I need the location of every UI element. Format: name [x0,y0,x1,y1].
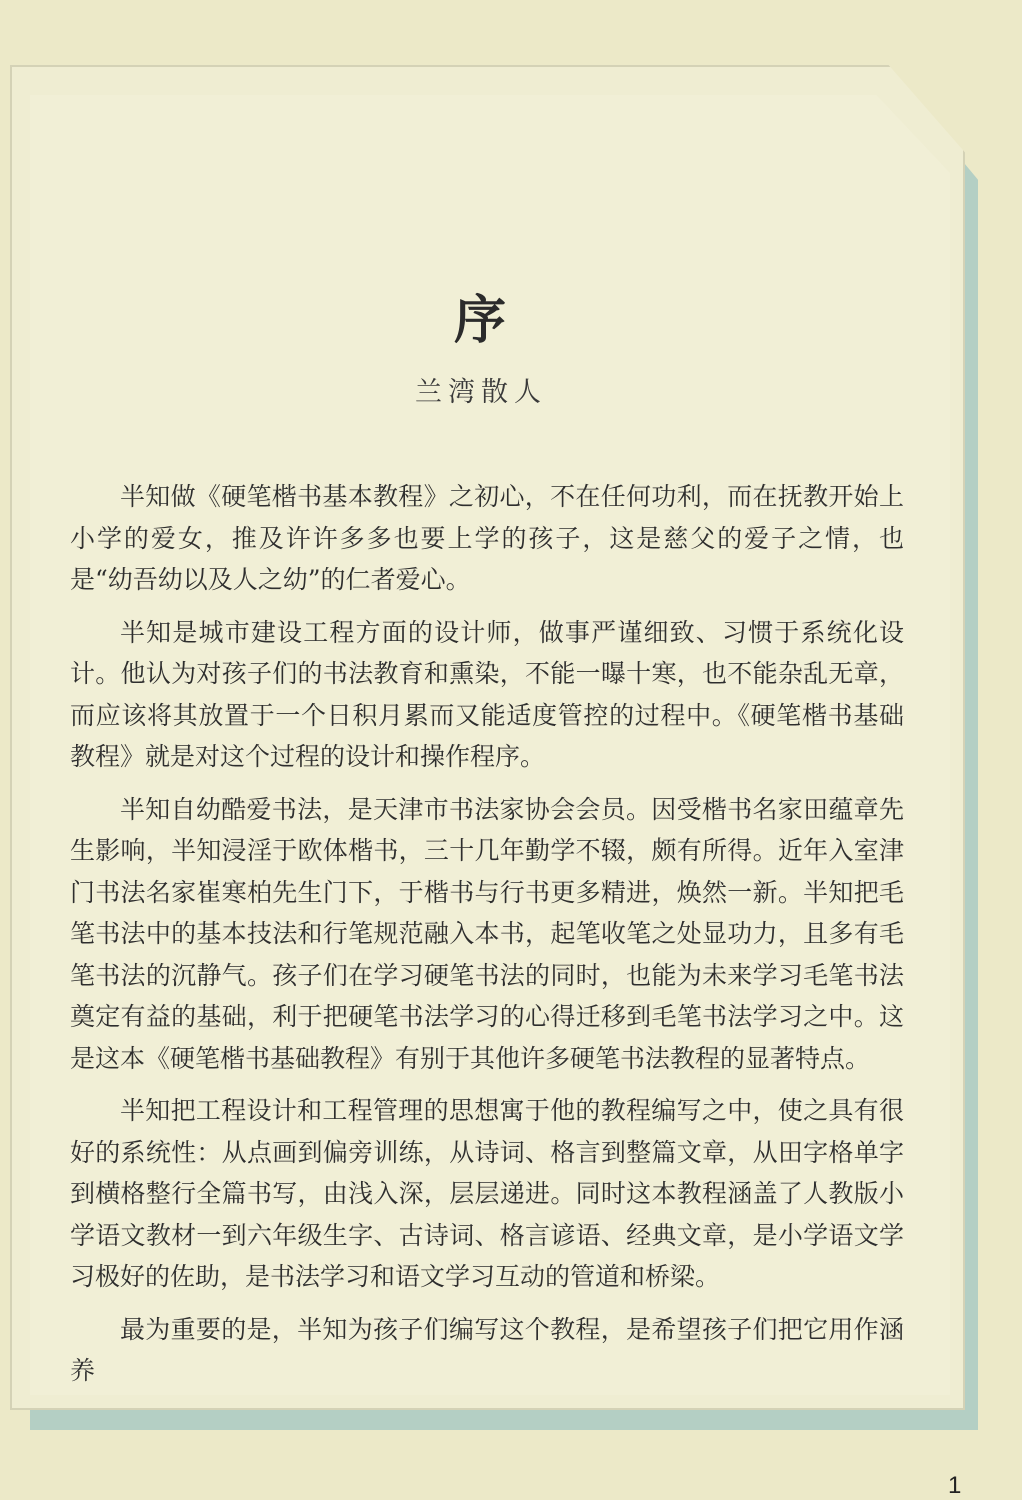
paragraph-1: 半知做《硬笔楷书基本教程》之初心，不在任何功利，而在抚教开始上小学的爱女，推及许许多多也要上学的孩子，这是慈父的爱子之情，也是“幼吾幼以及人之幼”的仁者爱心。 [70,482,904,594]
paragraph-3: 半知自幼酷爱书法，是天津市书法家协会会员。因受楷书名家田蕴章先生影响，半知浸淫于欧体楷书，三十几年勤学不辍，颇有所得。近年入室津门书法名家崔寒柏先生门下，于楷书与行书更多精进，焕然一新。半知把毛笔书法中的基本技法和行笔规范融入本书，起笔收笔之处显功力，且多有毛笔书法的沉静气。孩子们在学习硬笔书法的同时，也能为未来学习毛笔书法奠定有益的基础，利于把硬笔书法学习的心得迁移到毛笔书法学习之中。这是这本《硬笔楷书基础教程》有别于其他许多硬笔书法教程的显著特点。 [70,794,904,1073]
page-number: 1 [948,1472,962,1499]
author-name: 兰湾散人 [415,377,547,408]
paragraph-4: 半知把工程设计和工程管理的思想寓于他的教程编写之中，使之具有很好的系统性：从点画到偏旁训练，从诗词、格言到整篇文章，从田字格单字到横格整行全篇书写，由浅入深，层层递进。同时这本教程涵盖了人教版小学语文教材一到六年级生字、古诗词、格言谚语、经典文章，是小学语文学习极好的佐助，是书法学习和语文学习互动的管道和桥梁。 [70,1096,904,1291]
paragraph-2: 半知是城市建设工程方面的设计师，做事严谨细致、习惯于系统化设计。他认为对孩子们的书法教育和熏染，不能一曝十寒，也不能杂乱无章，而应该将其放置于一个日积月累而又能适度管控的过程中。《硬笔楷书基础教程》就是对这个过程的设计和操作程序。 [70,617,904,771]
page-title: 序 [453,290,508,351]
body-text [70,476,904,1403]
paragraph-5: 最为重要的是，半知为孩子们编写这个教程，是希望孩子们把它用作涵养 [70,1314,904,1385]
